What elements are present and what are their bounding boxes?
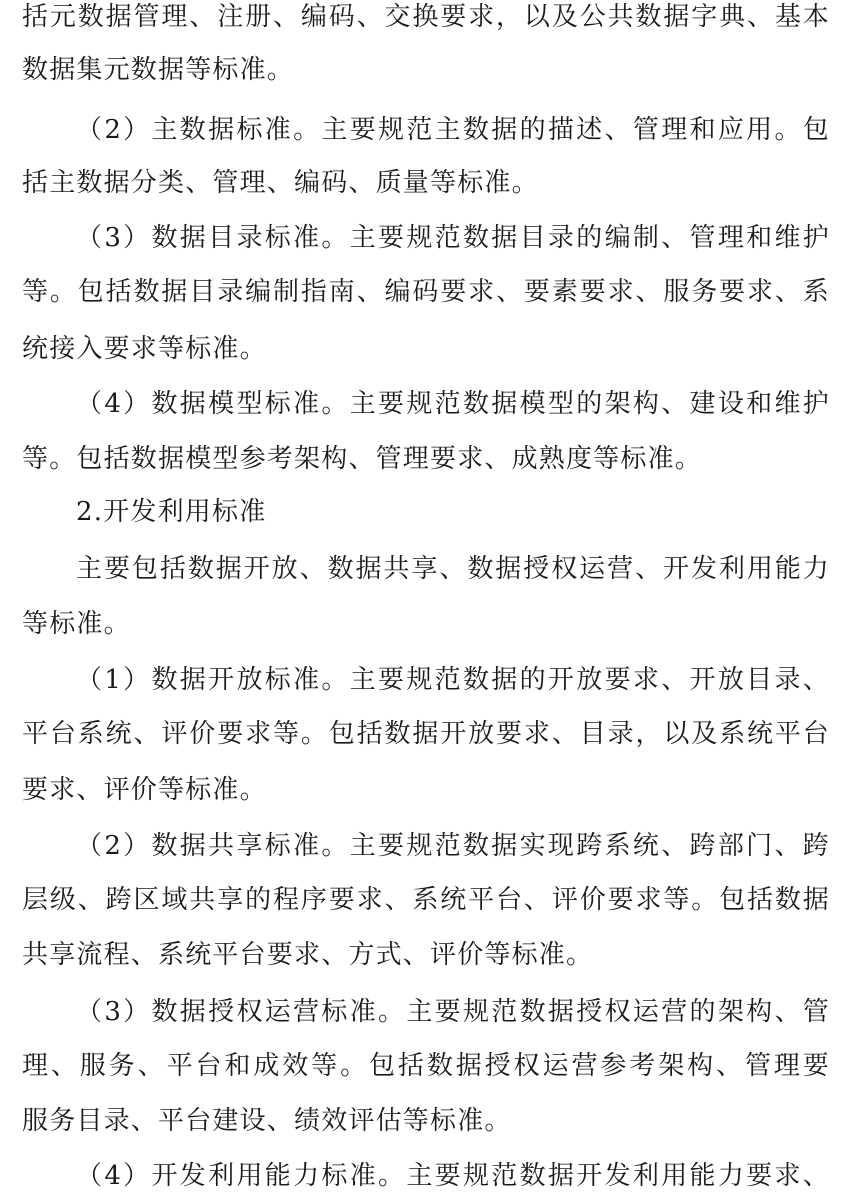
text-line: （4）数据模型标准。主要规范数据模型的架构、建设和维护 (76, 389, 830, 419)
text-line: （2）数据共享标准。主要规范数据实现跨系统、跨部门、跨 (76, 831, 830, 861)
text-line: 层级、跨区域共享的程序要求、系统平台、评价要求等。包括数据 (22, 885, 830, 915)
text-line: （1）数据开放标准。主要规范数据的开放要求、开放目录、 (76, 665, 830, 695)
text-line: 要求、评价等标准。 (22, 775, 267, 805)
text-line: 共享流程、系统平台要求、方式、评价等标准。 (22, 940, 594, 970)
text-line: 等标准。 (22, 609, 131, 639)
text-line: （4）开发利用能力标准。主要规范数据开发利用能力要求、 (76, 1161, 830, 1191)
text-line: 平台系统、评价要求等。包括数据开放要求、目录，以及系统平台 (22, 719, 830, 749)
text-line: 数据集元数据等标准。 (22, 55, 295, 85)
text-line: 理、服务、平台和成效等。包括数据授权运营参考架构、管理要 (22, 1051, 830, 1081)
text-line: （3）数据目录标准。主要规范数据目录的编制、管理和维护 (76, 223, 830, 253)
text-line: （2）主数据标准。主要规范主数据的描述、管理和应用。包 (76, 115, 830, 145)
text-line: 等。包括数据目录编制指南、编码要求、要素要求、服务要求、系 (22, 277, 830, 307)
text-line: 服务目录、平台建设、绩效评估等标准。 (22, 1106, 512, 1136)
text-line: 括主数据分类、管理、编码、质量等标准。 (22, 168, 539, 198)
section-heading: 2.开发利用标准 (76, 497, 267, 527)
text-line: （3）数据授权运营标准。主要规范数据授权运营的架构、管 (76, 997, 830, 1027)
text-line: 等。包括数据模型参考架构、管理要求、成熟度等标准。 (22, 444, 703, 474)
text-line: 统接入要求等标准。 (22, 334, 267, 364)
text-line: 主要包括数据开放、数据共享、数据授权运营、开发利用能力 (76, 554, 830, 584)
text-line: 括元数据管理、注册、编码、交换要求，以及公共数据字典、基本 (22, 2, 830, 32)
